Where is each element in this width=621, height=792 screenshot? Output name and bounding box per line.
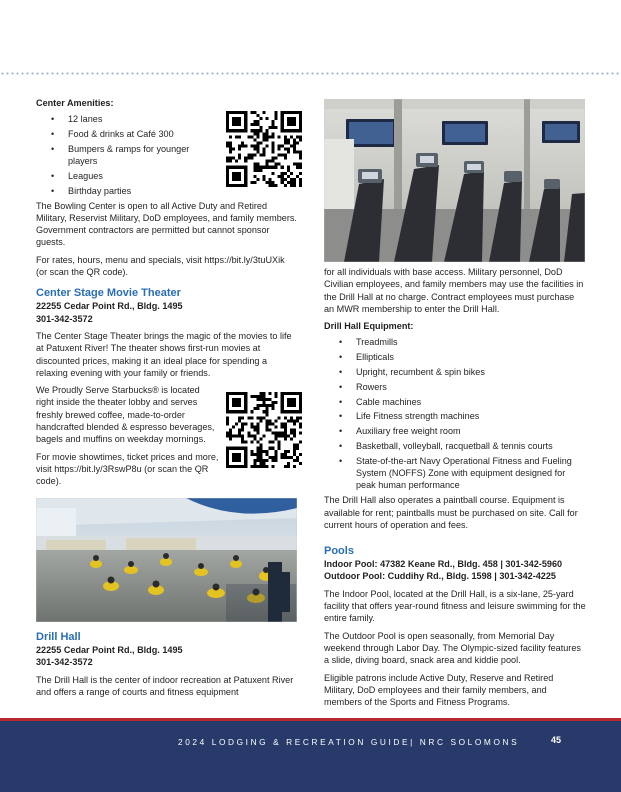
list-item: • State-of-the-art Navy Operational Fitness and Fueling System (NOFFS) Zone with equipment designed for peak human performance — [324, 455, 576, 492]
paintball-text: The Drill Hall also operates a paintball course. Equipment is available for rent; paintballs must be purchased on site. Call for current hours of operation and fees. — [324, 495, 578, 530]
outdoor-pool-text: The Outdoor Pool is open seasonally, from Memorial Day weekend through Labor Day. The Olympic-sized facility features a slide, diving board, snack area and kiddie pool. — [324, 630, 581, 666]
list-item: • Treadmills — [324, 336, 576, 348]
drill-hall-intro-continued: for all individuals with base access. Military personnel, DoD Civilian employees, and family members may use the facilities in the Drill Hall at no charge. Contract employees must purchase an MWR membership to enter the Drill Hall. — [324, 267, 584, 314]
outdoor-pool-info: Outdoor Pool: Cuddihy Rd., Bldg. 1598 | 301-342-4225 — [324, 571, 556, 582]
list-item: • Basketball, volleyball, racquetball & tennis courts — [324, 440, 576, 452]
drill-hall-heading: Drill Hall — [36, 631, 81, 643]
list-item: • Life Fitness strength machines — [324, 410, 576, 422]
amenities-title: Center Amenities: — [36, 98, 114, 108]
amenities-list — [36, 113, 208, 197]
drill-hall-address: 22255 Cedar Point Rd., Bldg. 1495 — [36, 645, 183, 655]
list-item: • Cable machines — [324, 396, 576, 408]
drill-hall-class-photo — [36, 498, 297, 622]
list-item: • Food & drinks at Café 300 — [36, 128, 208, 140]
bowling-eligibility-text: The Bowling Center is open to all Active Duty and Retired Military, Reservist Military, DoD employees, and family members. Government contractors are permitted but cannot sponsor guests. — [36, 200, 297, 248]
equipment-list — [324, 336, 576, 491]
indoor-pool-info: Indoor Pool: 47382 Keane Rd., Bldg. 458 | 301-342-5960 — [324, 559, 563, 570]
drill-hall-intro-text: The Drill Hall is the center of indoor recreation at Patuxent River and offers a range of courts and fitness equipment — [36, 674, 294, 697]
fitness-center-photo — [324, 99, 585, 262]
drill-hall-phone: 301-342-3572 — [36, 657, 93, 668]
equipment-title: Drill Hall Equipment: — [324, 321, 414, 332]
bowling-rates-text: For rates, hours, menu and specials, visit https://bit.ly/3tuUXik (or scan the QR code). — [36, 254, 285, 278]
dotted-divider — [0, 72, 621, 75]
page-number: 45 — [551, 735, 562, 745]
list-item: • Rowers — [324, 381, 576, 393]
right-column — [324, 266, 586, 713]
theater-showtimes-text: For movie showtimes, ticket prices and more, visit https://bit.ly/3RswP8u (or scan the QR code). — [36, 451, 219, 487]
theater-address: 22255 Cedar Point Rd., Bldg. 1495 — [36, 301, 183, 312]
list-item: • 12 lanes — [36, 113, 208, 125]
theater-intro-text: The Center Stage Theater brings the magic of the movies to life at Patuxent River! The theater shows first-run movies at discounted prices, making it an ideal place for spending a relaxing evening with your family or friends. — [36, 330, 292, 378]
drill-hall-section — [36, 622, 298, 703]
list-item: • Birthday parties — [36, 185, 208, 197]
starbucks-text: We Proudly Serve Starbucks® is located right inside the theater lobby and serves freshly brewed coffee, made-to-order handcrafted blended & espresso beverages, bagels and muffins on weekday mornings. — [36, 385, 215, 445]
list-item: • Bumpers & ramps for younger players — [36, 143, 208, 168]
theater-heading: Center Stage Movie Theater — [36, 287, 181, 300]
indoor-pool-text: The Indoor Pool, located at the Drill Hall, is a six-lane, 25-yard facility that offers year-round fitness and leisure swimming for the entire family. — [324, 588, 586, 624]
bowling-qr-code[interactable] — [226, 111, 302, 187]
pools-heading: Pools — [324, 545, 354, 558]
list-item: • Auxiliary free weight room — [324, 425, 576, 437]
theater-qr-code[interactable] — [226, 392, 302, 468]
list-item: • Ellipticals — [324, 351, 576, 363]
footer-title: 2024 LODGING & RECREATION GUIDE| NRC SOLOMONS — [178, 737, 520, 747]
list-item: • Leagues — [36, 170, 208, 182]
pool-eligibility-text: Eligible patrons include Active Duty, Reserve and Retired Military, DoD employees and their family members, and members of the Sports and Fitness Programs. — [324, 672, 554, 708]
list-item: • Upright, recumbent & spin bikes — [324, 366, 576, 378]
footer-band — [0, 721, 621, 792]
theater-phone: 301-342-3572 — [36, 313, 93, 324]
